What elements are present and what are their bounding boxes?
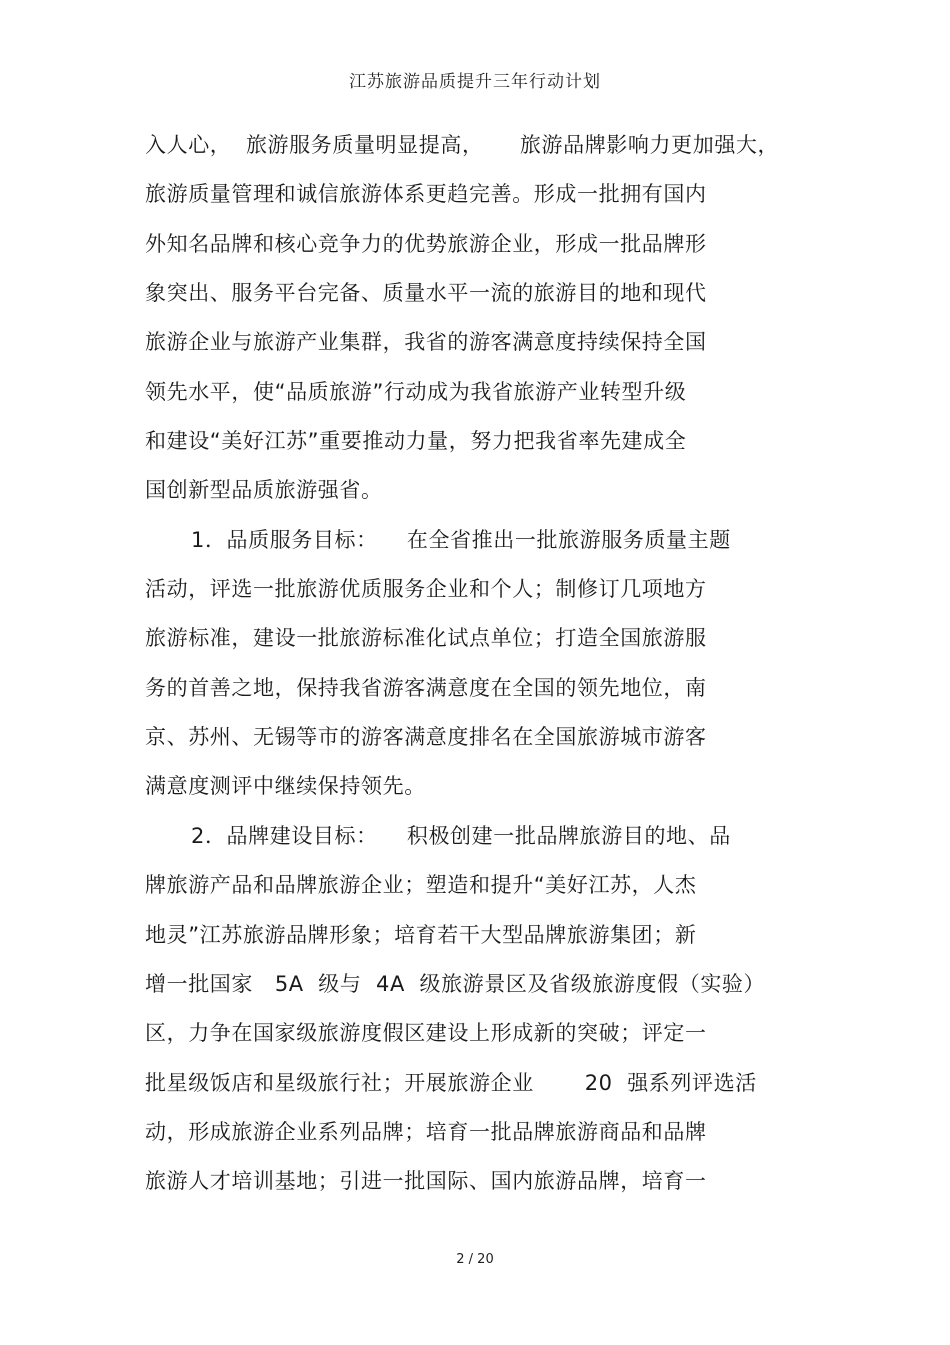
- body-line: 区，力争在国家级旅游度假区建设上形成新的突破；评定一: [145, 1021, 707, 1046]
- body-line: 外知名品牌和核心竞争力的优势旅游企业，形成一批品牌形: [145, 231, 707, 256]
- body-line: 旅游人才培训基地；引进一批国际、国内旅游品牌，培育一: [145, 1169, 707, 1194]
- body-line: 增一批国家 5A 级与 4A 级旅游景区及省级旅游度假（实验）: [145, 971, 766, 996]
- body-line: 地灵”江苏旅游品牌形象；培育若干大型品牌旅游集团；新: [145, 922, 697, 947]
- body-line: 入人心， 旅游服务质量明显提高， 旅游品牌影响力更加强大，: [145, 133, 780, 157]
- page-number: 2 / 20: [456, 1252, 494, 1267]
- body-line: 领先水平，使“品质旅游”行动成为我省旅游产业转型升级: [145, 379, 687, 404]
- body-line: 满意度测评中继续保持领先。: [145, 774, 426, 799]
- body-line: 动，形成旅游企业系列品牌；培育一批品牌旅游商品和品牌: [145, 1119, 707, 1144]
- section-heading-quality-service: 1．品质服务目标： 在全省推出一批旅游服务质量主题: [191, 527, 731, 552]
- body-line: 象突出、服务平台完备、质量水平一流的旅游目的地和现代: [145, 281, 707, 306]
- body-line: 活动，评选一批旅游优质服务企业和个人；制修订几项地方: [145, 577, 707, 602]
- body-line: 牌旅游产品和品牌旅游企业；塑造和提升“美好江苏，人杰: [145, 873, 697, 898]
- body-line: 和建设“美好江苏”重要推动力量，努力把我省率先建成全: [145, 429, 687, 454]
- body-line: 国创新型品质旅游强省。: [145, 478, 383, 503]
- section-heading-brand-building: 2．品牌建设目标： 积极创建一批品牌旅游目的地、品: [191, 823, 731, 848]
- page-header-title: 江苏旅游品质提升三年行动计划: [349, 72, 601, 92]
- body-line: 务的首善之地，保持我省游客满意度在全国的领先地位，南: [145, 675, 707, 700]
- body-line: 旅游企业与旅游产业集群，我省的游客满意度持续保持全国: [145, 330, 707, 355]
- body-line: 旅游质量管理和诚信旅游体系更趋完善。形成一批拥有国内: [145, 182, 707, 207]
- body-line: 旅游标准，建设一批旅游标准化试点单位；打造全国旅游服: [145, 626, 707, 651]
- document-body: [145, 125, 805, 1211]
- body-line: 批星级饭店和星级旅行社；开展旅游企业 20 强系列评选活: [145, 1070, 757, 1095]
- body-line: 京、苏州、无锡等市的游客满意度排名在全国旅游城市游客: [145, 725, 707, 750]
